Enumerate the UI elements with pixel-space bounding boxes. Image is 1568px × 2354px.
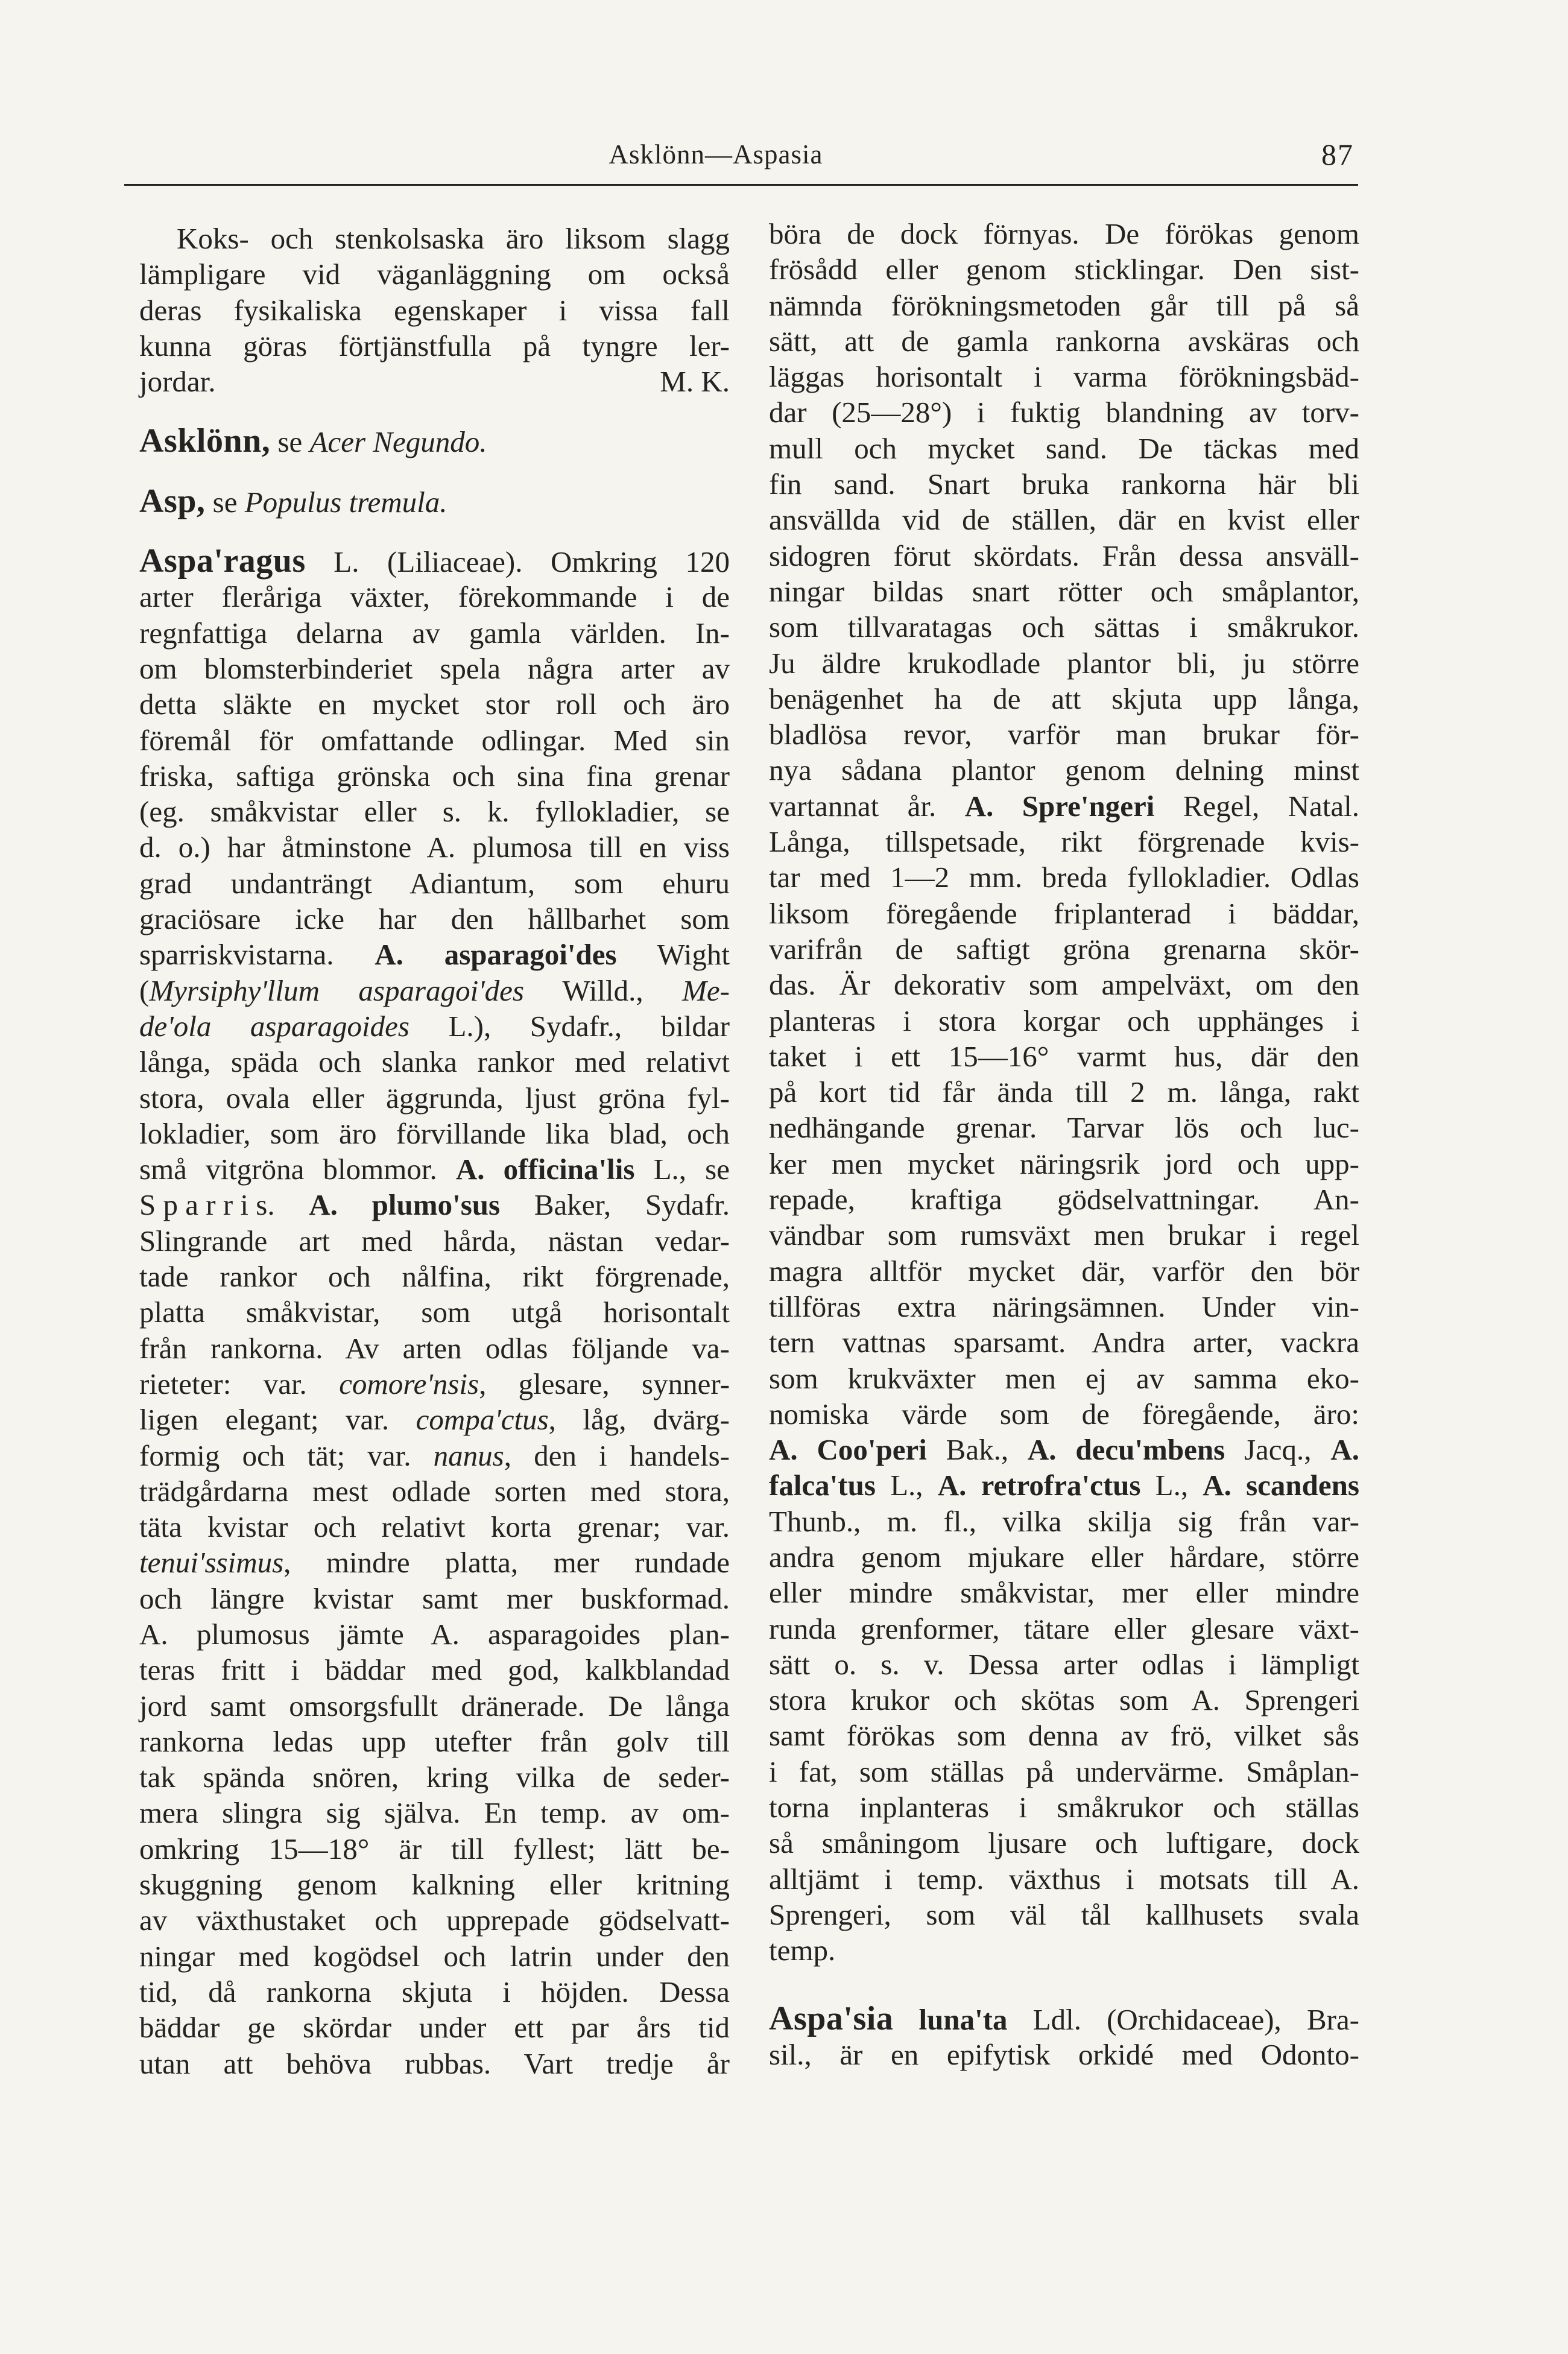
text-run: från rankorna. Av arten odlas följande va- xyxy=(139,1331,730,1365)
text-line xyxy=(139,1902,730,1938)
text-line xyxy=(139,1294,730,1330)
text-run: nomiska värde som de föregående, äro: xyxy=(769,1397,1359,1431)
text-run: (eg. småkvistar eller s. k. fyllokladier, se xyxy=(139,795,730,829)
text-line xyxy=(139,1974,730,2010)
text-run: sätt o. s. v. Dessa arter odlas i lämpligt xyxy=(769,1647,1359,1681)
header-rule xyxy=(124,184,1358,186)
text-run: das. Är dekorativ som ampelväxt, om den xyxy=(769,968,1359,1002)
text-run: mull och mycket sand. De täckas med xyxy=(769,431,1359,465)
text-line xyxy=(769,717,1359,752)
text-line xyxy=(769,1539,1359,1575)
text-run: om blomsterbinderiet spela några arter av xyxy=(139,651,730,685)
text-run: liksom föregående friplanterad i bäddar, xyxy=(769,896,1359,930)
text-line xyxy=(769,1217,1359,1253)
text-line xyxy=(769,752,1359,788)
entry-headword: Asp, xyxy=(139,482,206,520)
text-run: bladlösa revor, varför man brukar för- xyxy=(769,718,1359,751)
bold-taxon-name: A. asparagoi'des xyxy=(375,938,617,972)
text-line xyxy=(769,1074,1359,1110)
text-run: vändbar som rumsväxt men brukar i regel xyxy=(769,1218,1359,1252)
text-run: formig och tät; var. xyxy=(139,1438,434,1472)
text-run: tillföras extra näringsämnen. Under vin- xyxy=(769,1289,1359,1323)
text-line xyxy=(769,431,1359,466)
text-line xyxy=(139,1116,730,1151)
text-run: planteras i stora korgar och upphänges i xyxy=(769,1004,1359,1037)
text-run xyxy=(893,2003,918,2036)
text-line xyxy=(139,758,730,794)
text-run: så småningom ljusare och luftigare, dock xyxy=(769,1826,1359,1860)
text-run: tak spända snören, kring vilka de seder- xyxy=(139,1761,730,1794)
text-run: långa, späda och slanka rankor med relativt xyxy=(139,1045,730,1079)
text-line xyxy=(139,901,730,937)
text-run: lokladier, som äro förvillande lika blad, och xyxy=(139,1116,730,1150)
text-run: Jacq., xyxy=(1225,1433,1331,1467)
dictionary-entry xyxy=(139,543,730,2081)
bold-taxon-name: A. Coo'peri xyxy=(769,1433,927,1467)
text-line xyxy=(769,2037,1359,2072)
text-line xyxy=(139,1080,730,1116)
text-line xyxy=(769,2001,1359,2037)
text-run: Regel, Natal. xyxy=(1154,789,1359,823)
bold-taxon-name: A. Spre'ngeri xyxy=(964,789,1155,823)
text-line xyxy=(769,216,1359,252)
text-line xyxy=(139,1187,730,1223)
text-run: se xyxy=(205,485,245,519)
text-line xyxy=(139,256,730,292)
text-run: samt förökas som denna av frö, vilket sås xyxy=(769,1719,1359,1753)
text-run: tid, då rankorna skjuta i höjden. Dessa xyxy=(139,1975,730,2008)
text-line xyxy=(139,615,730,651)
text-run: små vitgröna blommor. xyxy=(139,1153,456,1186)
text-run: friska, saftiga grönska och sina fina grenar xyxy=(139,759,730,793)
text-line xyxy=(139,1795,730,1830)
text-line xyxy=(769,1861,1359,1897)
text-run: eller mindre småkvistar, mer eller mindre xyxy=(769,1576,1359,1610)
text-run: nämnda förökningsmetoden går till på så xyxy=(769,288,1359,322)
text-run: repade, kraftiga gödselvattningar. An- xyxy=(769,1183,1359,1217)
text-run: tern vattnas sparsamt. Andra arter, vackra xyxy=(769,1326,1359,1359)
text-run: rieteter: var. xyxy=(139,1367,340,1400)
text-run: jord samt omsorgsfullt dränerade. De långa xyxy=(139,1689,730,1723)
text-line xyxy=(139,1759,730,1795)
text-line xyxy=(769,1253,1359,1289)
text-line xyxy=(769,252,1359,287)
text-line xyxy=(769,1361,1359,1396)
text-line xyxy=(139,579,730,615)
text-line xyxy=(769,359,1359,394)
text-run: taket i ett 15—16° varmt hus, där den xyxy=(769,1039,1359,1073)
text-run: ker men mycket näringsrik jord och upp- xyxy=(769,1147,1359,1180)
text-run: läggas horisontalt i varma förökningsbäd- xyxy=(769,360,1359,394)
text-run: Koks- och stenkolsaska äro liksom slagg xyxy=(177,222,730,255)
text-line xyxy=(139,829,730,865)
right-column xyxy=(769,216,1359,2072)
italic-text: Me- xyxy=(682,973,730,1007)
text-line xyxy=(139,1473,730,1509)
text-line xyxy=(769,1467,1359,1503)
page-number: 87 xyxy=(1321,138,1354,171)
text-run: arter fleråriga växter, förekommande i de xyxy=(139,580,730,614)
text-run: Slingrande art med hårda, nästan vedar- xyxy=(139,1224,730,1258)
text-run: Bak., xyxy=(926,1433,1028,1467)
italic-text: Acer Negundo. xyxy=(309,425,487,459)
text-run: jordar. xyxy=(139,365,216,399)
text-run: detta släkte en mycket stor roll och äro xyxy=(139,688,730,721)
text-line xyxy=(769,1682,1359,1718)
text-line xyxy=(139,1223,730,1259)
text-run: andra genom mjukare eller hårdare, större xyxy=(769,1540,1359,1574)
text-run: dar (25—28°) i fuktig blandning av torv- xyxy=(769,396,1359,429)
text-run: rankorna ledas upp utefter från golv till xyxy=(139,1724,730,1758)
text-line xyxy=(769,609,1359,645)
text-run: vartannat år. xyxy=(769,789,965,823)
text-line xyxy=(139,293,730,328)
text-line xyxy=(769,1897,1359,1932)
text-line xyxy=(769,538,1359,574)
text-line xyxy=(769,896,1359,931)
dictionary-entry xyxy=(139,484,730,519)
text-run: som krukväxter men ej av samma eko- xyxy=(769,1361,1359,1395)
text-run: av växthustaket och upprepade gödselvatt- xyxy=(139,1903,730,1937)
text-line xyxy=(769,574,1359,609)
text-line xyxy=(139,723,730,758)
text-run: frösådd eller genom sticklingar. Den sist- xyxy=(769,253,1359,286)
text-run: nedhängande grenar. Tarvar lös och luc- xyxy=(769,1111,1359,1145)
text-line xyxy=(769,1110,1359,1145)
text-line xyxy=(139,543,730,579)
entry-headword: Aspa'ragus xyxy=(139,542,306,580)
dictionary-entry xyxy=(769,2001,1359,2073)
text-line xyxy=(769,1789,1359,1825)
text-line xyxy=(139,651,730,686)
text-run: bäddar ge skördar under ett par års tid xyxy=(139,2011,730,2045)
text-line xyxy=(139,1366,730,1402)
text-line xyxy=(139,2046,730,2081)
bold-taxon-name: falca'tus xyxy=(769,1469,876,1502)
text-line xyxy=(769,1504,1359,1539)
text-line xyxy=(769,1825,1359,1861)
text-line xyxy=(139,1151,730,1187)
text-paragraph xyxy=(139,221,730,399)
text-line xyxy=(139,1616,730,1652)
text-line xyxy=(139,1938,730,1974)
text-run: , glesare, synner- xyxy=(479,1367,730,1400)
text-line xyxy=(769,681,1359,717)
text-line xyxy=(139,1545,730,1580)
text-line xyxy=(769,1575,1359,1610)
bold-taxon-name: A. plumo'sus xyxy=(309,1188,501,1222)
text-run: Ldl. (Orchidaceae), Bra- xyxy=(1007,2002,1360,2036)
text-run: regnfattiga delarna av gamla världen. In- xyxy=(139,616,730,650)
text-run: fin sand. Snart bruka rankorna här bli xyxy=(769,467,1359,501)
text-run: se xyxy=(270,425,310,459)
text-run: Baker, Sydafr. xyxy=(500,1188,730,1222)
text-run: deras fysikaliska egenskaper i vissa fall xyxy=(139,293,730,327)
text-line xyxy=(769,288,1359,323)
text-run: stora krukor och skötas som A. Sprengeri xyxy=(769,1683,1359,1717)
text-run: ningar bildas snart rötter och småplantor, xyxy=(769,574,1359,608)
text-run: utan att behöva rubbas. Vart tredje år xyxy=(139,2046,730,2080)
text-run: ansvällda vid de ställen, där en kvist eller xyxy=(769,503,1359,537)
text-line xyxy=(769,394,1359,430)
text-line xyxy=(139,2010,730,2045)
bold-taxon-name: A. officina'lis xyxy=(455,1153,635,1186)
text-line xyxy=(139,1581,730,1616)
text-run: d. o.) har åtminstone A. plumosa till en viss xyxy=(139,831,730,864)
text-run: benägenhet ha de att skjuta upp långa, xyxy=(769,682,1359,715)
text-run: sil., är en epifytisk orkidé med Odonto- xyxy=(769,2037,1359,2071)
text-run: i fat, som ställas på undervärme. Småplan- xyxy=(769,1754,1359,1788)
dictionary-entry xyxy=(139,423,730,459)
text-line xyxy=(769,1146,1359,1182)
text-run: trädgårdarna mest odlade sorten med stora, xyxy=(139,1474,730,1508)
text-run: stora, ovala eller äggrunda, ljust gröna fyl- xyxy=(139,1081,730,1115)
text-run: varifrån de saftigt gröna grenarna skör- xyxy=(769,932,1359,966)
text-line xyxy=(769,1182,1359,1217)
text-line xyxy=(769,1003,1359,1039)
text-line xyxy=(769,1647,1359,1682)
left-column xyxy=(139,221,730,2081)
text-paragraph xyxy=(769,216,1359,1969)
text-line xyxy=(139,328,730,364)
text-run: omkring 15—18° är till fyllest; lätt be- xyxy=(139,1832,730,1865)
text-run xyxy=(275,1188,309,1221)
text-run: , låg, dvärg- xyxy=(548,1403,730,1437)
text-line xyxy=(139,364,730,399)
text-run: ningar med kogödsel och latrin under den xyxy=(139,1939,730,1973)
entry-headword: Aspa'sia xyxy=(769,1999,894,2037)
text-line xyxy=(769,466,1359,502)
text-run: kunna göras förtjänstfulla på tyngre ler- xyxy=(139,329,730,362)
text-line xyxy=(139,794,730,829)
text-run: magra alltför mycket där, varför den bör xyxy=(769,1254,1359,1288)
text-line xyxy=(139,1044,730,1080)
text-run: , den i handels- xyxy=(504,1438,730,1472)
italic-text: comore'nsis xyxy=(339,1367,479,1400)
text-run: L., xyxy=(1140,1469,1203,1502)
text-line xyxy=(769,1754,1359,1789)
text-run: grad undanträngt Adiantum, som ehuru xyxy=(139,866,730,900)
italic-text: Populus tremula. xyxy=(244,485,447,519)
text-run: temp. xyxy=(769,1934,836,1967)
text-line xyxy=(139,1867,730,1902)
bold-taxon-name: A. decu'mbens xyxy=(1027,1433,1225,1467)
running-head: Asklönn—Aspasia xyxy=(609,139,823,169)
text-run: föremål för omfattande odlingar. Med sin xyxy=(139,723,730,757)
text-line xyxy=(139,221,730,256)
text-run: skuggning genom kalkning eller kritning xyxy=(139,1868,730,1902)
bold-taxon-name: A. xyxy=(1330,1433,1359,1467)
text-line xyxy=(769,323,1359,359)
text-line xyxy=(139,1652,730,1688)
italic-text: compa'ctus xyxy=(416,1403,549,1437)
text-line xyxy=(139,1330,730,1366)
text-run: sparriskvistarna. xyxy=(139,938,375,972)
text-line xyxy=(139,1724,730,1759)
text-run: torna inplanteras i småkrukor och ställas xyxy=(769,1791,1359,1824)
text-run: på kort tid får ända till 2 m. långa, rakt xyxy=(769,1075,1359,1109)
text-line xyxy=(769,824,1359,859)
text-run: täta kvistar och relativt korta grenar; var. xyxy=(139,1510,730,1544)
text-run: ( xyxy=(139,973,150,1007)
text-run: och längre kvistar samt mer buskformad. xyxy=(139,1581,730,1615)
text-line xyxy=(139,1831,730,1867)
text-run: alltjämt i temp. växthus i motsats till A. xyxy=(769,1862,1359,1896)
text-run: L.), Sydafr., bildar xyxy=(409,1009,730,1043)
text-run: Långa, tillspetsade, rikt förgrenade kvis- xyxy=(769,825,1359,859)
text-run: L. (Liliaceae). Omkring 120 xyxy=(305,545,730,579)
text-line xyxy=(769,1396,1359,1432)
author-signature: M. K. xyxy=(660,365,730,399)
text-run: runda grenformer, tätare eller glesare växt- xyxy=(769,1612,1359,1645)
text-run: ligen elegant; var. xyxy=(139,1403,416,1437)
text-line xyxy=(139,423,730,459)
text-run: tade rankor och nålfina, rikt förgrenade, xyxy=(139,1260,730,1294)
entry-headword: Asklönn, xyxy=(139,422,271,460)
text-run: L., xyxy=(875,1469,938,1502)
text-line xyxy=(139,1688,730,1724)
text-run: böra de dock förnyas. De förökas genom xyxy=(769,217,1359,250)
text-run: tar med 1—2 mm. breda fyllokladier. Odlas xyxy=(769,861,1359,894)
italic-text: nanus xyxy=(433,1438,504,1472)
text-run: mera slingra sig själva. En temp. av om- xyxy=(139,1796,730,1830)
text-run: L., se xyxy=(634,1153,730,1186)
text-run: Wight xyxy=(616,938,730,972)
text-line xyxy=(769,788,1359,824)
bold-taxon-name: luna'ta xyxy=(918,2002,1008,2036)
italic-text: tenui'ssimus xyxy=(139,1546,284,1580)
text-line xyxy=(769,1039,1359,1074)
text-run: Thunb., m. fl., vilka skilja sig från var- xyxy=(769,1504,1359,1538)
text-line xyxy=(769,1324,1359,1360)
text-line xyxy=(139,1509,730,1545)
text-line xyxy=(769,1718,1359,1753)
italic-text: de'ola asparagoides xyxy=(139,1009,409,1043)
text-run: Ju äldre krukodlade plantor bli, ju större xyxy=(769,646,1359,680)
text-run: teras fritt i bäddar med god, kalkblandad xyxy=(139,1653,730,1687)
text-line xyxy=(769,1932,1359,1968)
text-line xyxy=(139,484,730,519)
text-run: Sprengeri, som väl tål kallhusets svala xyxy=(769,1897,1359,1931)
text-line xyxy=(139,937,730,972)
text-run: , mindre platta, mer rundade xyxy=(283,1546,730,1580)
text-line xyxy=(139,686,730,722)
text-run: sidogren förut skördats. Från dessa ansväll- xyxy=(769,539,1359,572)
text-line xyxy=(769,1611,1359,1647)
text-line xyxy=(139,1438,730,1473)
italic-text: Myrsiphy'llum asparagoi'des xyxy=(149,973,524,1007)
text-run: platta småkvistar, som utgå horisontalt xyxy=(139,1296,730,1329)
text-run: som tillvaratagas och sättas i småkrukor. xyxy=(769,610,1359,644)
text-line xyxy=(769,1432,1359,1467)
text-run: nya sådana plantor genom delning minst xyxy=(769,753,1359,787)
text-line xyxy=(769,1289,1359,1324)
text-line xyxy=(769,967,1359,1002)
text-run: graciösare icke har den hållbarhet som xyxy=(139,902,730,936)
text-run: lämpligare vid väganläggning om också xyxy=(139,258,730,291)
text-line xyxy=(139,1402,730,1437)
text-line xyxy=(139,973,730,1008)
bold-taxon-name: A. scandens xyxy=(1203,1469,1359,1502)
text-line xyxy=(769,859,1359,895)
text-run: Willd., xyxy=(523,973,683,1007)
text-line xyxy=(139,865,730,901)
text-line xyxy=(769,645,1359,681)
text-run: A. plumosus jämte A. asparagoides plan- xyxy=(139,1617,730,1651)
text-line xyxy=(139,1008,730,1044)
text-run: sätt, att de gamla rankorna avskäras och xyxy=(769,324,1359,358)
text-line xyxy=(769,502,1359,537)
text-line xyxy=(139,1259,730,1294)
spaced-emphasis: S p a r r i s. xyxy=(139,1188,275,1222)
text-line xyxy=(769,931,1359,967)
bold-taxon-name: A. retrofra'ctus xyxy=(937,1469,1141,1502)
